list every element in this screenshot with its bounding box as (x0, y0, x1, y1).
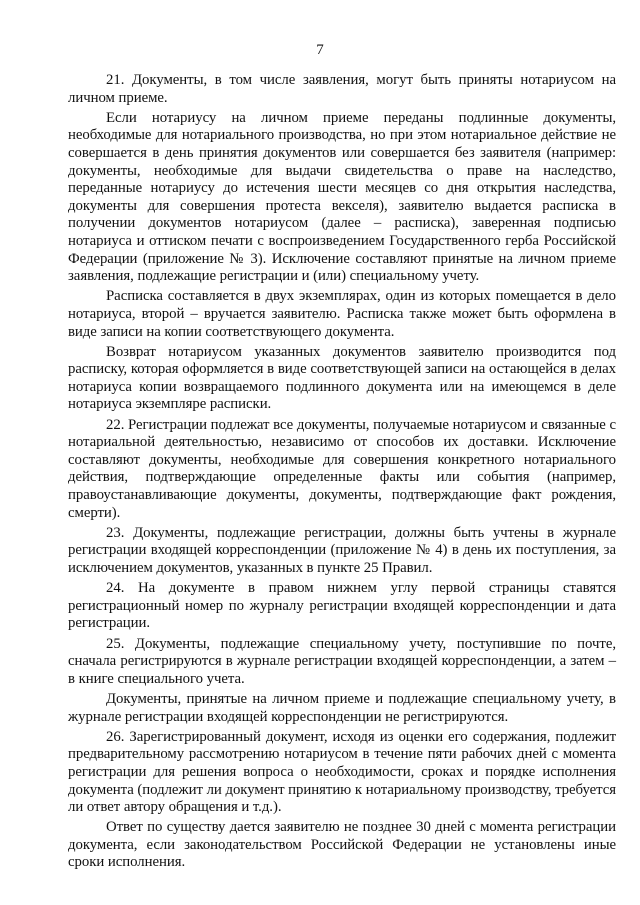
paragraph-24: 24. На документе в правом нижнем углу первой страницы ставятся регистрационный номер по журналу регистрации входящей корреспонденции и дата регистрации. (68, 580, 616, 632)
document-body (68, 72, 616, 875)
paragraph-personal-reception: Документы, принятые на личном приеме и подлежащие специальному учету, в журнале регистрации входящей корреспонденции не регистрируются. (68, 690, 616, 725)
paragraph-26: 26. Зарегистрированный документ, исходя из оценки его содержания, подлежит предварительному рассмотрению нотариусом в течение пяти рабочих дней с момента регистрации для решения вопроса о необходимости, сроках и порядке исполнения документа (подлежит ли документ принятию к нотариальному производству, требуется ли ответ автору обращения и т.д.). (68, 728, 616, 816)
paragraph-document-return: Возврат нотариусом указанных документов заявителю производится под расписку, которая оформляется в виде соответствующей записи на остающейся в делах нотариуса копии возвращаемого подлинного документа или на имеющемся в деле нотариуса экземпляре расписки. (68, 343, 616, 413)
paragraph-22: 22. Регистрации подлежат все документы, получаемые нотариусом и связанные с нотариальной деятельностью, независимо от способов их доставки. Исключение составляют документы, необходимые для совершения конкретного нотариального действия, подтверждающие определенные факты или события (например, правоустанавливающие документы, документы, подтверждающие факт рождения, смерти). (68, 416, 616, 521)
paragraph-23: 23. Документы, подлежащие регистрации, должны быть учтены в журнале регистрации входящей корреспонденции (приложение № 4) в день их поступления, за исключением документов, указанных в пункте 25 Правил. (68, 524, 616, 576)
paragraph-25: 25. Документы, подлежащие специальному учету, поступившие по почте, сначала регистрируются в журнале регистрации входящей корреспонденции, а затем – в книге специального учета. (68, 635, 616, 687)
paragraph-receipt-copies: Расписка составляется в двух экземплярах, один из которых помещается в дело нотариуса, второй – вручается заявителю. Расписка также может быть оформлена в виде записи на копии соответствующего документа. (68, 288, 616, 340)
paragraph-21: 21. Документы, в том числе заявления, могут быть приняты нотариусом на личном приеме. (68, 72, 616, 106)
paragraph-receipt-issue: Если нотариусу на личном приеме переданы подлинные документы, необходимые для нотариального производства, но при этом нотариальное действие не совершается в день принятия документов или совершается без заявителя (например: документы, необходимые для выдачи свидетельства о праве на наследство, переданные нотариусу до истечения шести месяцев со дня открытия наследства, документы для совершения протеста векселя), заявителю выдается расписка в получении документов нотариусом (далее – расписка), заверенная подписью нотариуса и оттиском печати с воспроизведением Государственного герба Российской Федерации (приложение № 3). Исключение составляют принятые на личном приеме заявления, подлежащие регистрации и (или) специальному учету. (68, 109, 616, 285)
page-number: 7 (316, 42, 324, 58)
paragraph-response-deadline: Ответ по существу дается заявителю не позднее 30 дней с момента регистрации документа, если законодательством Российской Федерации не установлены иные сроки исполнения. (68, 819, 616, 871)
